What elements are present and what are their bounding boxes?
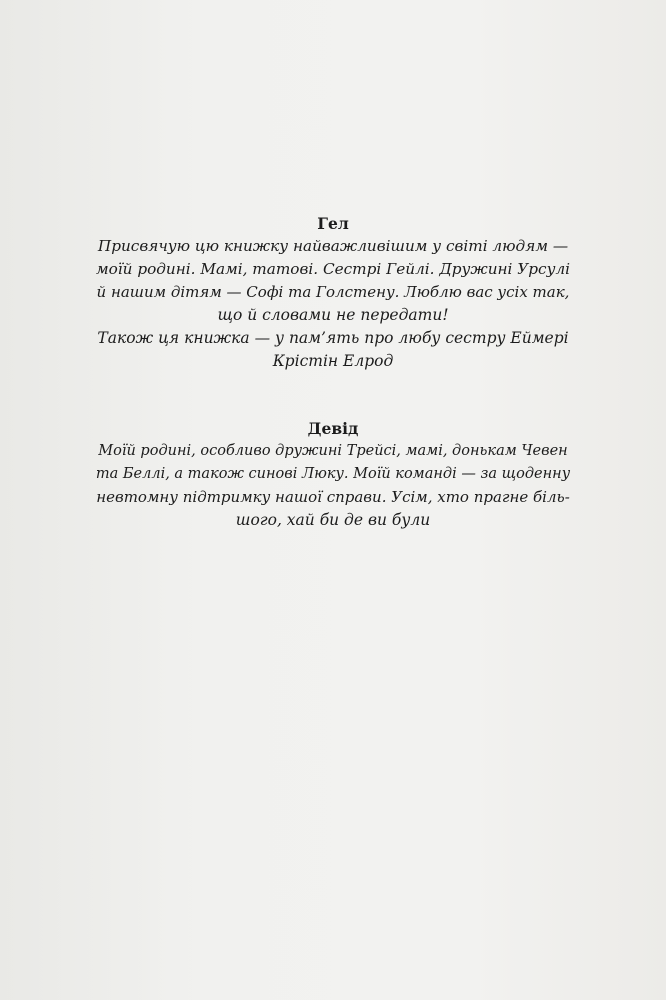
dedication-line: та Беллі, а також синові Люку. Моїй команді — за щоденну: [95, 466, 571, 482]
dedication-line: невтомну підтримку нашої справи. Усім, хто прагне біль-: [96, 488, 570, 506]
dedication-line: моїй родині. Мамі, татові. Сестрі Гейлі. Дружині Урсулі: [95, 260, 571, 278]
dedication-line: Присвячую цю книжку найважливішим у світі людям —: [97, 237, 569, 255]
dedication-gel: [95, 212, 571, 373]
dedication-line: й нашим дітям — Софі та Голстену. Люблю вас усіх так,: [96, 283, 570, 301]
dedication-line: шого, хай би де ви були: [235, 511, 431, 529]
dedication-author-name: Гел: [317, 214, 349, 233]
dedication-author-name: Девід: [307, 419, 359, 438]
dedication-line: Моїй родині, особливо дружині Трейсі, мамі, донькам Чевен: [98, 443, 568, 459]
dedication-line: Крістін Елрод: [272, 352, 394, 370]
dedication-line: Також ця книжка — у пам’ять про любу сестру Еймері: [97, 329, 569, 347]
dedication-david: [95, 417, 571, 532]
dedication-line: що й словами не передати!: [217, 306, 449, 324]
